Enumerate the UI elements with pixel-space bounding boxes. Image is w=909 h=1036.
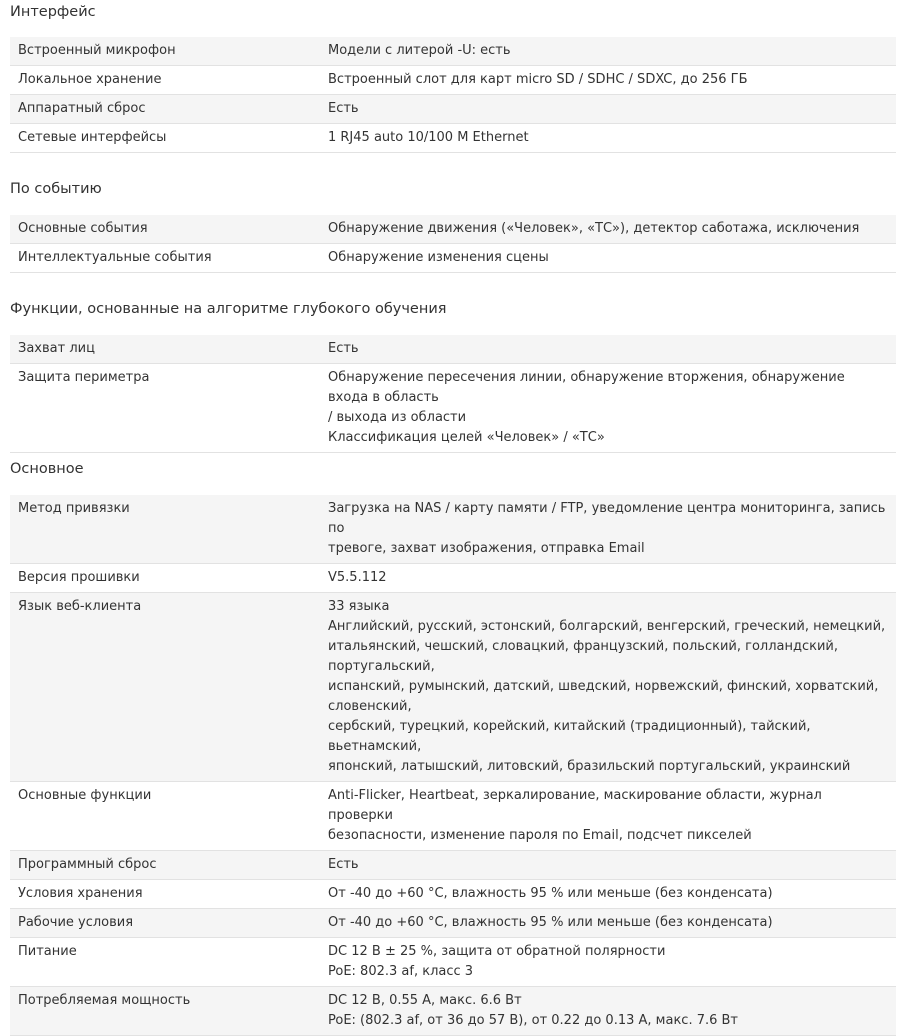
spec-key: Потребляемая мощность bbox=[10, 987, 320, 1036]
spec-value bbox=[320, 909, 896, 938]
spec-value bbox=[320, 95, 896, 124]
spec-key: Язык веб-клиента bbox=[10, 593, 320, 782]
spec-value-line: PoE: (802.3 af, от 36 до 57 В), от 0.22 до 0.13 А, макс. 7.6 Вт bbox=[328, 1013, 739, 1028]
spec-value bbox=[320, 495, 896, 564]
spec-value bbox=[320, 124, 896, 153]
spec-value-line: Anti-Flicker, Heartbeat, зеркалирование, маскирование области, журнал проверки bbox=[328, 788, 822, 823]
spec-value-line: сербский, турецкий, корейский, китайский (традиционный), тайский, вьетнамский, bbox=[328, 719, 811, 754]
spec-value bbox=[320, 851, 896, 880]
spec-value-line: Загрузка на NAS / карту памяти / FTP, уведомление центра мониторинга, запись по bbox=[328, 501, 886, 536]
table-row bbox=[10, 495, 896, 564]
section-title-deep-learning: Функции, основанные на алгоритме глубокого обучения bbox=[10, 301, 447, 317]
table-row bbox=[10, 851, 896, 880]
section-title-events: По событию bbox=[10, 181, 102, 197]
spec-value bbox=[320, 782, 896, 851]
spec-key: Защита периметра bbox=[10, 364, 320, 453]
spec-key: Версия прошивки bbox=[10, 564, 320, 593]
spec-value-line: испанский, румынский, датский, шведский, норвежский, финский, хорватский, словенский, bbox=[328, 679, 879, 714]
spec-value-line: DC 12 В ± 25 %, защита от обратной полярности bbox=[328, 944, 666, 959]
spec-key: Захват лиц bbox=[10, 335, 320, 364]
spec-value bbox=[320, 364, 896, 453]
table-row bbox=[10, 37, 896, 66]
spec-value-line: От -40 до +60 °C, влажность 95 % или меньше (без конденсата) bbox=[328, 915, 773, 930]
spec-value-line: тревоге, захват изображения, отправка Email bbox=[328, 541, 645, 556]
spec-value-line: / выхода из области bbox=[328, 410, 467, 425]
table-row bbox=[10, 364, 896, 453]
spec-key: Программный сброс bbox=[10, 851, 320, 880]
spec-value-line: Модели с литерой -U: есть bbox=[328, 43, 511, 58]
spec-value bbox=[320, 987, 896, 1036]
spec-key: Питание bbox=[10, 938, 320, 987]
spec-value-line: итальянский, чешский, словацкий, французский, польский, голландский, португальский, bbox=[328, 639, 838, 674]
spec-value-line: Обнаружение движения («Человек», «ТС»), детектор саботажа, исключения bbox=[328, 221, 860, 236]
spec-value bbox=[320, 938, 896, 987]
spec-value-line: Есть bbox=[328, 341, 359, 356]
spec-key: Основные события bbox=[10, 215, 320, 244]
table-row bbox=[10, 244, 896, 273]
section-title-general: Основное bbox=[10, 461, 84, 477]
spec-value-line: Обнаружение пересечения линии, обнаружение вторжения, обнаружение входа в область bbox=[328, 370, 845, 405]
section-title-interface: Интерфейс bbox=[10, 4, 96, 20]
table-row bbox=[10, 124, 896, 153]
spec-value-line: Обнаружение изменения сцены bbox=[328, 250, 549, 265]
spec-value bbox=[320, 564, 896, 593]
spec-table-events bbox=[10, 215, 896, 273]
table-row bbox=[10, 987, 896, 1036]
spec-value-line: PoE: 802.3 af, класс 3 bbox=[328, 964, 474, 979]
spec-value-line: V5.5.112 bbox=[328, 570, 387, 585]
spec-value bbox=[320, 215, 896, 244]
table-row bbox=[10, 95, 896, 124]
spec-value-line: безопасности, изменение пароля по Email, подсчет пикселей bbox=[328, 828, 752, 843]
spec-key: Метод привязки bbox=[10, 495, 320, 564]
spec-value-line: Английский, русский, эстонский, болгарский, венгерский, греческий, немецкий, bbox=[328, 619, 886, 634]
spec-value bbox=[320, 880, 896, 909]
table-row bbox=[10, 782, 896, 851]
table-row bbox=[10, 564, 896, 593]
table-row bbox=[10, 880, 896, 909]
spec-value bbox=[320, 244, 896, 273]
spec-table-interface bbox=[10, 37, 896, 153]
table-row bbox=[10, 593, 896, 782]
spec-value-line: От -40 до +60 °C, влажность 95 % или меньше (без конденсата) bbox=[328, 886, 773, 901]
spec-key: Рабочие условия bbox=[10, 909, 320, 938]
spec-value-line: DC 12 В, 0.55 А, макс. 6.6 Вт bbox=[328, 993, 522, 1008]
table-row bbox=[10, 909, 896, 938]
table-row bbox=[10, 66, 896, 95]
spec-key: Интеллектуальные события bbox=[10, 244, 320, 273]
spec-value-line: Классификация целей «Человек» / «ТС» bbox=[328, 430, 605, 445]
spec-key: Основные функции bbox=[10, 782, 320, 851]
spec-value-line: Есть bbox=[328, 101, 359, 116]
spec-value-line: японский, латышский, литовский, бразильский португальский, украинский bbox=[328, 759, 851, 774]
spec-table-deep-learning bbox=[10, 335, 896, 453]
spec-value-line: Встроенный слот для карт micro SD / SDHC / SDXC, до 256 ГБ bbox=[328, 72, 748, 87]
spec-value-line: 1 RJ45 auto 10/100 M Ethernet bbox=[328, 130, 529, 145]
spec-value-line: 33 языка bbox=[328, 599, 390, 614]
spec-key: Аппаратный сброс bbox=[10, 95, 320, 124]
spec-value bbox=[320, 37, 896, 66]
table-row bbox=[10, 215, 896, 244]
spec-key: Локальное хранение bbox=[10, 66, 320, 95]
spec-value bbox=[320, 66, 896, 95]
table-row bbox=[10, 335, 896, 364]
spec-value bbox=[320, 593, 896, 782]
spec-key: Встроенный микрофон bbox=[10, 37, 320, 66]
spec-key: Сетевые интерфейсы bbox=[10, 124, 320, 153]
spec-key: Условия хранения bbox=[10, 880, 320, 909]
spec-table-general bbox=[10, 495, 896, 1036]
spec-value-line: Есть bbox=[328, 857, 359, 872]
table-row bbox=[10, 938, 896, 987]
spec-value bbox=[320, 335, 896, 364]
